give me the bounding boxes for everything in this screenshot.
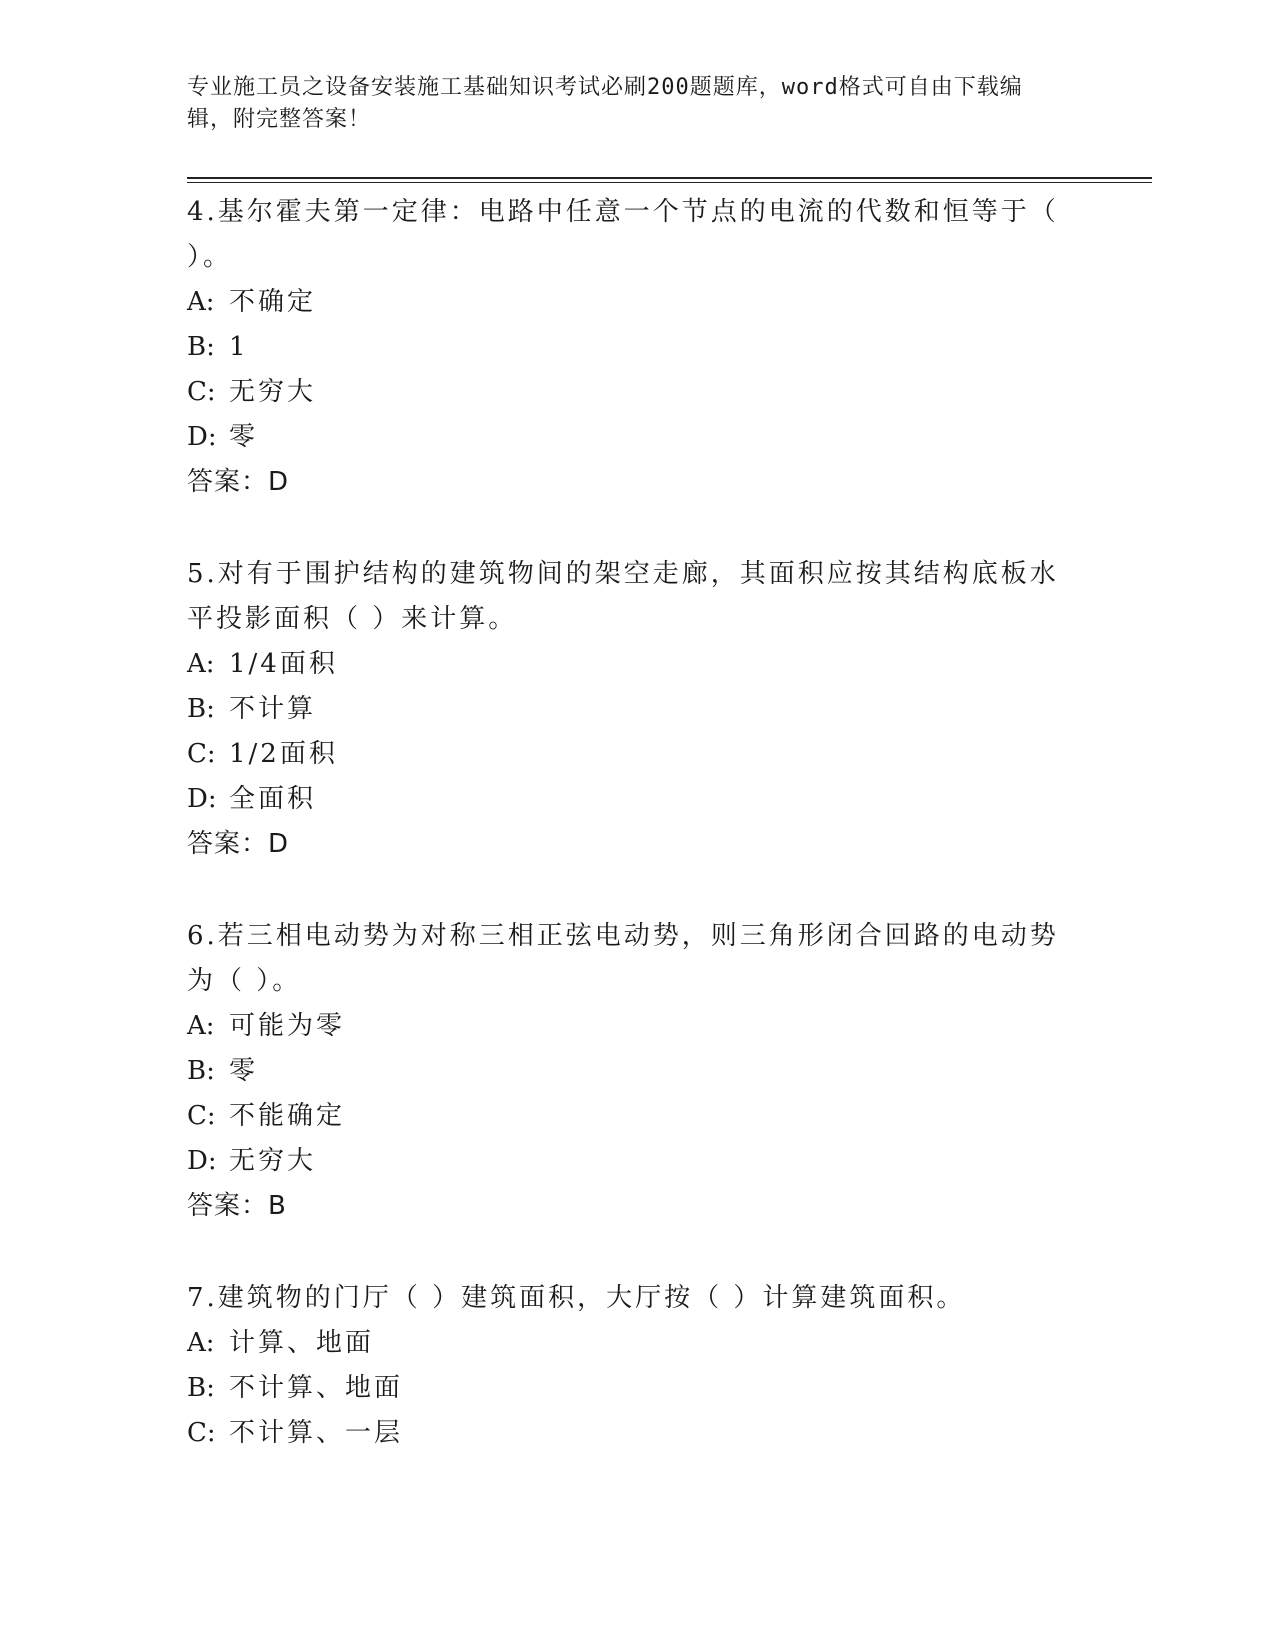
option-letter: D: xyxy=(187,784,217,814)
option-d xyxy=(187,415,1067,460)
option-letter: D: xyxy=(187,1146,217,1176)
option-letter: A: xyxy=(187,1328,215,1358)
document-header: 专业施工员之设备安装施工基础知识考试必刷200题题库，word格式可自由下载编辑，附完整答案！ xyxy=(187,75,1023,132)
option-c xyxy=(187,1094,1067,1139)
option-d xyxy=(187,777,1067,822)
question-6 xyxy=(187,914,1067,1229)
option-letter: C: xyxy=(187,1418,216,1448)
option-b xyxy=(187,325,1067,370)
option-d xyxy=(187,1139,1067,1184)
header-divider xyxy=(187,177,1152,179)
header-divider-thin xyxy=(187,182,1152,183)
question-stem: 4.基尔霍夫第一定律：电路中任意一个节点的电流的代数和恒等于（ ）。 xyxy=(187,197,1059,272)
option-text: 全面积 xyxy=(229,784,317,814)
option-text: 可能为零 xyxy=(229,1011,346,1041)
question-5 xyxy=(187,552,1067,867)
option-a xyxy=(187,1321,1067,1366)
option-letter: A: xyxy=(187,1011,215,1041)
answer-line: 答案：D xyxy=(187,467,290,497)
option-a xyxy=(187,642,1067,687)
option-letter: B: xyxy=(187,1056,215,1086)
question-stem: 5.对有于围护结构的建筑物间的架空走廊，其面积应按其结构底板水平投影面积（ ）来计算。 xyxy=(187,559,1059,634)
option-a xyxy=(187,280,1067,325)
option-a xyxy=(187,1004,1067,1049)
option-text: 无穷大 xyxy=(229,1146,317,1176)
option-text: 不计算、一层 xyxy=(229,1418,404,1448)
option-text: 不计算、地面 xyxy=(229,1373,404,1403)
option-text: 不计算 xyxy=(229,694,317,724)
option-b xyxy=(187,687,1067,732)
option-letter: B: xyxy=(187,694,215,724)
option-c xyxy=(187,732,1067,777)
option-letter: B: xyxy=(187,1373,215,1403)
option-letter: A: xyxy=(187,649,215,679)
question-stem: 7.建筑物的门厅（ ）建筑面积，大厅按（ ）计算建筑面积。 xyxy=(187,1283,966,1313)
option-letter: A: xyxy=(187,287,215,317)
question-4 xyxy=(187,190,1067,505)
answer-line: 答案：B xyxy=(187,1191,287,1221)
option-text: 无穷大 xyxy=(229,377,317,407)
question-list xyxy=(187,190,1067,1456)
option-text: 不确定 xyxy=(229,287,317,317)
option-b xyxy=(187,1366,1067,1411)
option-c xyxy=(187,370,1067,415)
question-stem: 6.若三相电动势为对称三相正弦电动势，则三角形闭合回路的电动势为（ ）。 xyxy=(187,921,1059,996)
option-text: 1/2面积 xyxy=(229,739,338,769)
option-letter: D: xyxy=(187,422,217,452)
option-text: 零 xyxy=(229,1056,259,1086)
option-b xyxy=(187,1049,1067,1094)
option-letter: C: xyxy=(187,377,216,407)
option-letter: C: xyxy=(187,1101,216,1131)
option-text: 不能确定 xyxy=(229,1101,346,1131)
option-letter: C: xyxy=(187,739,216,769)
option-text: 1/4面积 xyxy=(229,649,338,679)
option-text: 计算、地面 xyxy=(229,1328,375,1358)
option-text: 零 xyxy=(229,422,259,452)
option-c xyxy=(187,1411,1067,1456)
option-letter: B: xyxy=(187,332,215,362)
option-text: 1 xyxy=(229,332,249,362)
question-7 xyxy=(187,1276,1067,1456)
answer-line: 答案：D xyxy=(187,829,290,859)
